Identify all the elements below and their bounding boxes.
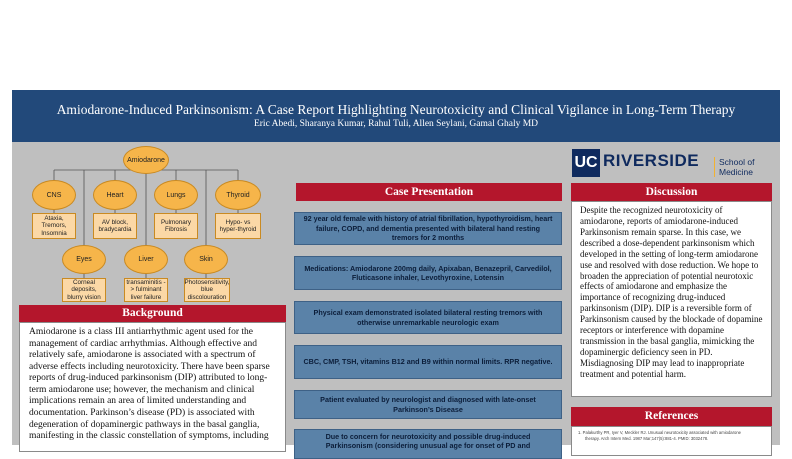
reference-line-1: 1. Palakurthy PR, Iyer V, Meckler RJ. Unusual neurotoxicity associated with amiodarone [578,430,741,435]
case-step-4: CBC, CMP, TSH, vitamins B12 and B9 within normal limits. RPR negative. [294,345,562,379]
mindmap-effect-lungs: Pulmonary Fibrosis [154,213,198,239]
case-heading: Case Presentation [296,183,562,201]
riverside-wordmark: RIVERSIDE [603,151,700,170]
mindmap-node-lungs: Lungs [154,180,198,210]
poster-title: Amiodarone-Induced Parkinsonism: A Case Report Highlighting Neurotoxicity and Clinical Vigilance in Long-Term Therapy [56,102,736,117]
mindmap-effect-skin: Photosensitivity, blue discolouration [184,279,230,301]
background-heading: Background [19,305,286,322]
discussion-text: Despite the recognized neurotoxicity of amiodarone, reports of amiodarone-induced Parkinsonism remain sparse. In this case, we described a dose-dependent parkinsonism which developed in the setting of long-term amiodarone use and resolved with dose reduction. We hope to broaden the appreciation of potential neurotoxic effects of amiodarone and emphasize the importance of recognizing drug-induced parkinsonism (DIP). DIP is a reversible form of Parkinsonism caused by the blockade of dopamine receptors or interference with dopamine transmission in the basal ganglia, mimicking the dopaminergic deficiency seen in PD. Misdiagnosing DIP may lead to inappropriate treatment and potential harm. [580,205,763,379]
mindmap-node-eyes: Eyes [62,245,106,274]
case-step-2: Medications: Amiodarone 200mg daily, Apixaban, Benazepril, Carvedilol, Fluticasone inhaler, Levothyroxine, Lotensin [294,256,562,290]
discussion-heading: Discussion [571,183,772,201]
mindmap-effect-liver: transaminitis -> fulminant liver failure [124,278,168,302]
background-panel [19,322,286,452]
case-step-1: 92 year old female with history of atrial fibrillation, hypothyroidism, heart failure, COPD, and dementia presented with bilateral hand resting tremors for 2 months [294,212,562,245]
school-of-medicine-label: School of Medicine [714,157,768,177]
poster [12,90,780,451]
background-text: Amiodarone is a class III antiarrhythmic agent used for the management of cardiac arrhythmias. Although effective and relatively safe, amiodarone is associated with a spectrum of adverse effects including neurotoxicity. There have been sparse reports of drug-induced parkinsonism (DIP) attributed to long-term amiodarone use; however, the mechanism and clinical implications remain an area of limited understanding and documentation. Parkinson’s disease (PD) is associated with degeneration of dopaminergic pathways in the basal ganglia, manifesting in the classic constellation of symptoms, including [29,327,270,442]
mindmap-node-thyroid: Thyroid [215,180,261,210]
mindmap-effect-cns: Ataxia, Tremors, Insomnia [32,213,76,239]
mindmap-node-liver: Liver [124,245,168,274]
mindmap-node-skin: Skin [184,245,228,274]
poster-authors: Eric Abedi, Sharanya Kumar, Rahul Tuli, Allen Seylani, Gamal Ghaly MD [253,119,539,129]
case-step-3: Physical exam demonstrated isolated bilateral resting tremors with otherwise unremarkable neurologic exam [294,301,562,334]
case-step-5: Patient evaluated by neurologist and diagnosed with late-onset Parkinson’s Disease [294,390,562,419]
mindmap-effect-thyroid: Hypo- vs hyper-thyroid [215,213,261,239]
reference-line-2: therapy. Arch Intern Med. 1987 Mar;147(5):881-4. PMID: 3032478. [585,435,709,441]
references-heading: References [571,407,772,426]
ucr-logo [572,149,768,179]
mindmap-center-node: Amiodarone [123,146,169,174]
mindmap-node-heart: Heart [93,180,137,210]
case-step-6: Due to concern for neurotoxicity and possible drug-induced Parkinsonism (considering unusual age for onset of PD and [294,429,562,459]
references-panel [571,426,772,456]
uc-logo-mark: UC [572,149,600,177]
mindmap-effect-heart: AV block, bradycardia [93,213,137,239]
mindmap-node-cns: CNS [32,180,76,210]
mindmap-effect-eyes: Corneal deposits, blurry vision [62,278,106,302]
discussion-panel [571,201,772,397]
